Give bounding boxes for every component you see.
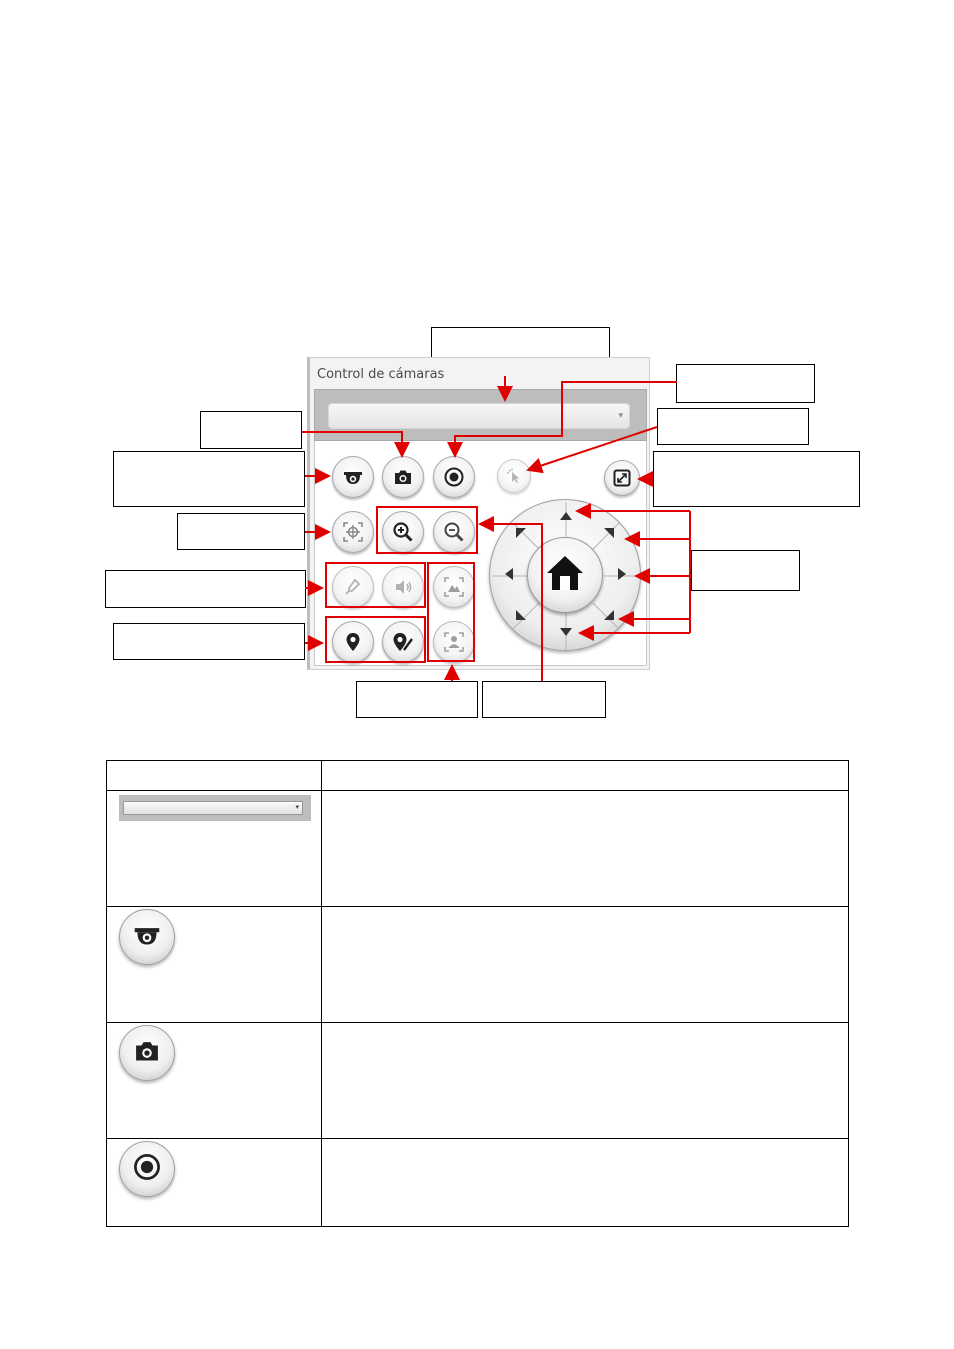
arrow-up-right-icon bbox=[603, 526, 615, 544]
arrow-left-icon bbox=[504, 567, 514, 586]
table-description-cell bbox=[322, 1023, 849, 1139]
callout-zoom bbox=[482, 681, 606, 718]
ptz-up-button[interactable] bbox=[557, 508, 575, 526]
table-description-cell bbox=[322, 791, 849, 907]
camera-icon bbox=[132, 1036, 162, 1071]
callout-focus bbox=[356, 681, 478, 718]
table-row bbox=[107, 1139, 849, 1227]
snapshot-button[interactable] bbox=[382, 456, 424, 498]
ptz-up-right-button[interactable] bbox=[600, 526, 618, 544]
callout-presets bbox=[113, 623, 305, 660]
ptz-down-left-button[interactable] bbox=[512, 608, 530, 626]
arrow-right-icon bbox=[617, 567, 627, 586]
record-button[interactable] bbox=[433, 456, 475, 498]
table-description-cell bbox=[322, 1139, 849, 1227]
camera-icon bbox=[392, 466, 414, 488]
panel-title: Control de cámaras bbox=[317, 367, 445, 382]
callout-snapshot bbox=[200, 411, 302, 449]
focus-highlight-box bbox=[427, 562, 475, 662]
pointer-click-icon bbox=[505, 467, 523, 485]
callout-ptz-center bbox=[177, 513, 305, 550]
zoom-highlight-box bbox=[376, 506, 478, 554]
camera-view-button[interactable] bbox=[332, 456, 374, 498]
record-icon bbox=[443, 466, 465, 488]
table-row bbox=[107, 907, 849, 1023]
click-to-center-button[interactable] bbox=[497, 459, 531, 493]
chevron-down-icon: ▾ bbox=[618, 410, 623, 420]
table-row bbox=[107, 791, 849, 907]
dropdown-sample-field bbox=[123, 801, 303, 815]
snapshot-sample bbox=[119, 1025, 175, 1081]
ptz-left-button[interactable] bbox=[500, 567, 518, 585]
ptz-home-button[interactable] bbox=[527, 537, 603, 613]
ptz-down-right-button[interactable] bbox=[600, 608, 618, 626]
callout-ptz-directions bbox=[691, 550, 800, 591]
dome-camera-icon bbox=[342, 466, 364, 488]
table-icon-cell bbox=[107, 1139, 322, 1227]
home-icon bbox=[545, 554, 585, 597]
table-icon-cell bbox=[107, 791, 322, 907]
audio-highlight-box bbox=[325, 562, 426, 608]
camera-select-bar bbox=[314, 389, 647, 441]
record-icon bbox=[132, 1152, 162, 1187]
camera-select-sample bbox=[119, 795, 311, 821]
table-icon-cell bbox=[107, 907, 322, 1023]
arrow-down-icon bbox=[559, 624, 573, 642]
camera-select-dropdown[interactable] bbox=[328, 403, 630, 429]
callout-fullscreen bbox=[653, 451, 860, 507]
table-icon-cell bbox=[107, 1023, 322, 1139]
table-description-cell bbox=[322, 907, 849, 1023]
table-row bbox=[107, 1023, 849, 1139]
table-header-row bbox=[107, 761, 849, 791]
dome-camera-icon bbox=[132, 920, 162, 955]
fullscreen-button[interactable] bbox=[604, 460, 640, 496]
ptz-direction-wheel bbox=[489, 499, 641, 651]
ptz-up-left-button[interactable] bbox=[512, 526, 530, 544]
chevron-down-icon: ▾ bbox=[295, 804, 299, 811]
camera-view-sample bbox=[119, 909, 175, 965]
callout-record bbox=[676, 364, 815, 403]
callout-click-center bbox=[657, 408, 809, 445]
callout-camera-view bbox=[113, 451, 305, 507]
button-description-table bbox=[106, 760, 849, 1227]
header-description-column bbox=[322, 761, 849, 791]
record-sample bbox=[119, 1141, 175, 1197]
callout-audio bbox=[105, 570, 306, 608]
crosshair-icon bbox=[341, 520, 365, 544]
ptz-right-button[interactable] bbox=[613, 567, 631, 585]
arrow-up-icon bbox=[559, 508, 573, 526]
ptz-center-button[interactable] bbox=[332, 511, 374, 553]
ptz-down-button[interactable] bbox=[557, 624, 575, 642]
preset-highlight-box bbox=[325, 616, 426, 663]
arrow-up-left-icon bbox=[515, 526, 527, 544]
expand-icon bbox=[613, 469, 631, 487]
arrow-down-left-icon bbox=[515, 608, 527, 626]
header-icon-column bbox=[107, 761, 322, 791]
arrow-down-right-icon bbox=[603, 608, 615, 626]
